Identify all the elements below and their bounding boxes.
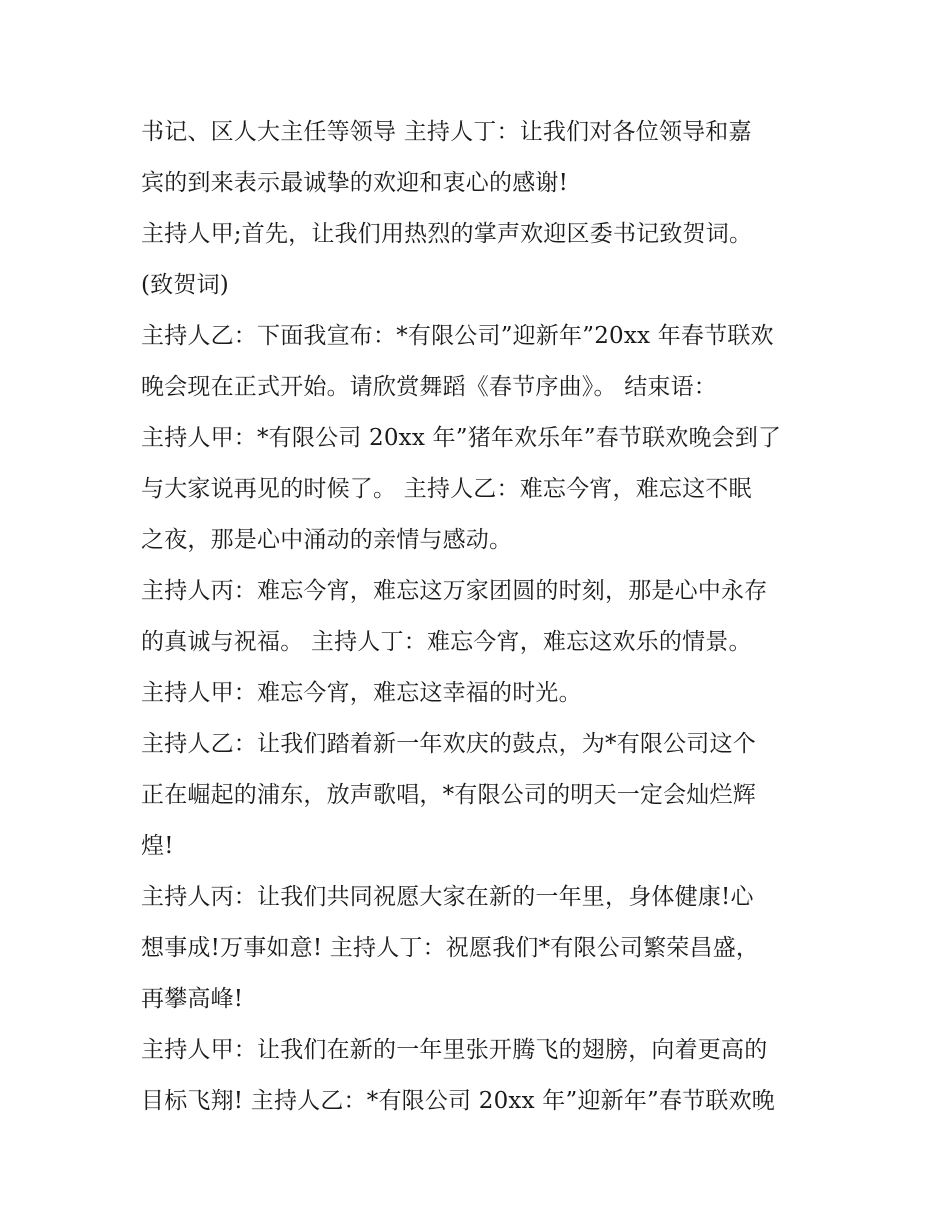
text-line: 主持人甲：让我们在新的一年里张开腾飞的翅膀，向着更高的 [141,1037,768,1063]
text-line: 主持人丙：让我们共同祝愿大家在新的一年里，身体健康!心 [141,884,754,910]
text-line: 正在崛起的浦东，放声歌唱，*有限公司的明天一定会灿烂辉 [141,782,756,808]
text-line: 之夜，那是心中涌动的亲情与感动。 [141,527,513,553]
text-line: 与大家说再见的时候了。 主持人乙：难忘今宵，难忘这不眠 [141,476,752,502]
text-line: 书记、区人大主任等领导 主持人丁：让我们对各位领导和嘉 [141,119,752,145]
text-line: 煌! [141,833,174,859]
text-line: (致贺词) [141,272,229,298]
document-body [141,107,841,1127]
text-line: 宾的到来表示最诚挚的欢迎和衷心的感谢! [141,170,569,196]
text-line: 目标飞翔! 主持人乙：*有限公司 20xx 年”迎新年”春节联欢晚 [141,1088,776,1114]
text-line: 主持人乙：下面我宣布：*有限公司”迎新年”20xx 年春节联欢 [141,323,774,349]
text-line: 主持人甲：难忘今宵，难忘这幸福的时光。 [141,680,582,706]
text-line: 再攀高峰! [141,986,244,1012]
text-line: 主持人丙：难忘今宵，难忘这万家团圆的时刻，那是心中永存 [141,578,768,604]
text-line: 的真诚与祝福。 主持人丁：难忘今宵，难忘这欢乐的情景。 [141,629,752,655]
text-line: 晚会现在正式开始。请欣赏舞蹈《春节序曲》。 结束语： [141,374,718,400]
text-line: 主持人乙：让我们踏着新一年欢庆的鼓点，为*有限公司这个 [141,731,756,757]
text-line: 主持人甲：*有限公司 20xx 年”猪年欢乐年”春节联欢晚会到了 [141,425,782,451]
text-line: 主持人甲;首先，让我们用热烈的掌声欢迎区委书记致贺词。 [141,221,753,247]
text-line: 想事成!万事如意! 主持人丁：祝愿我们*有限公司繁荣昌盛， [141,935,760,961]
